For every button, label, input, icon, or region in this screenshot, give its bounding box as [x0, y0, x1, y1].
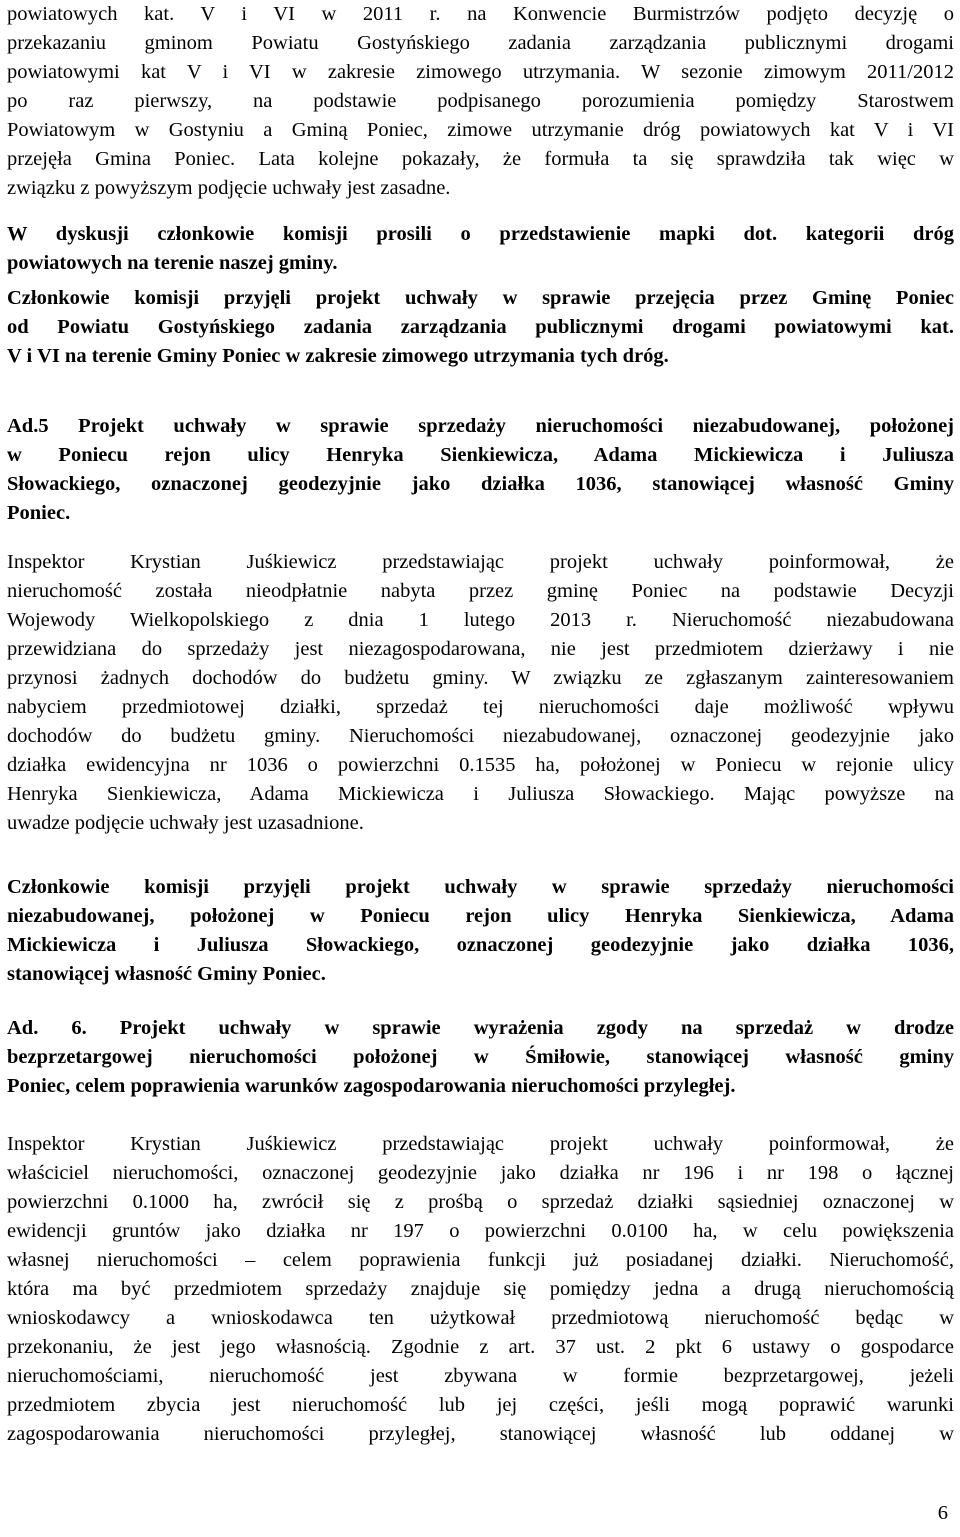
- paragraph-inspector-2: [7, 1130, 954, 1449]
- paragraph-inspector-1: [7, 548, 954, 838]
- text-line: która ma być przedmiotem sprzedaży znajduje się pomiędzy jedna a drugą nieruchomością: [7, 1278, 954, 1300]
- text-line: nabyciem przedmiotowej działki, sprzedaż tej nieruchomości daje możliwość wpływu: [7, 696, 954, 718]
- agenda-item-6-heading: [7, 1014, 954, 1101]
- paragraph-resolution-2: [7, 873, 954, 989]
- text-line: Inspektor Krystian Juśkiewicz przedstawiając projekt uchwały poinformował, że: [7, 1133, 954, 1155]
- text-line: powiatowych kat. V i VI w 2011 r. na Konwencie Burmistrzów podjęto decyzję o: [7, 3, 954, 25]
- paragraph-resolution-1: [7, 284, 954, 371]
- text-line: powiatowych na terenie naszej gminy.: [7, 252, 338, 274]
- paragraph-discussion: [7, 220, 954, 278]
- text-line: Słowackiego, oznaczonej geodezyjnie jako działka 1036, stanowiącej własność Gminy: [7, 473, 954, 495]
- text-line: dochodów do budżetu gminy. Nieruchomości niezabudowanej, oznaczonej geodezyjnie jako: [7, 725, 954, 747]
- text-line: przekazaniu gminom Powiatu Gostyńskiego zadania zarządzania publicznymi drogami: [7, 32, 954, 54]
- text-line: Poniec, celem poprawienia warunków zagospodarowania nieruchomości przyległej.: [7, 1075, 736, 1097]
- text-line: stanowiącej własność Gminy Poniec.: [7, 963, 326, 985]
- text-line: związku z powyższym podjęcie uchwały jest zasadne.: [7, 177, 451, 199]
- text-line: Powiatowym w Gostyniu a Gminą Poniec, zimowe utrzymanie dróg powiatowych kat V i VI: [7, 119, 954, 141]
- text-line: działka ewidencyjna nr 1036 o powierzchni 0.1535 ha, położonej w Poniecu w rejonie ulicy: [7, 754, 954, 776]
- text-line: Ad.5 Projekt uchwały w sprawie sprzedaży nieruchomości niezabudowanej, położonej: [7, 415, 954, 437]
- text-line: po raz pierwszy, na podstawie podpisanego porozumienia pomiędzy Starostwem: [7, 90, 954, 112]
- text-line: własnej nieruchomości – celem poprawienia funkcji już posiadanej działki. Nieruchomość,: [7, 1249, 954, 1271]
- text-line: V i VI na terenie Gminy Poniec w zakresie zimowego utrzymania tych dróg.: [7, 345, 669, 367]
- text-line: powiatowymi kat V i VI w zakresie zimowego utrzymania. W sezonie zimowym 2011/2012: [7, 61, 954, 83]
- text-line: Poniec.: [7, 502, 71, 524]
- text-line: nieruchomościami, nieruchomość jest zbywana w formie bezprzetargowej, jeżeli: [7, 1365, 954, 1387]
- text-line: w Poniecu rejon ulicy Henryka Sienkiewicza, Adama Mickiewicza i Juliusza: [7, 444, 954, 466]
- text-line: Inspektor Krystian Juśkiewicz przedstawiając projekt uchwały poinformował, że: [7, 551, 954, 573]
- text-line: Ad. 6. Projekt uchwały w sprawie wyrażenia zgody na sprzedaż w drodze: [7, 1017, 954, 1039]
- text-line: przekonaniu, że jest jego własnością. Zgodnie z art. 37 ust. 2 pkt 6 ustawy o gospodarce: [7, 1336, 954, 1358]
- text-line: Wojewody Wielkopolskiego z dnia 1 lutego 2013 r. Nieruchomość niezabudowana: [7, 609, 954, 631]
- paragraph-1: [7, 0, 954, 203]
- text-line: Henryka Sienkiewicza, Adama Mickiewicza i Juliusza Słowackiego. Mając powyższe na: [7, 783, 954, 805]
- text-line: przedmiotem zbycia jest nieruchomość lub jej części, jeśli mogą poprawić warunki: [7, 1394, 954, 1416]
- text-line: niezabudowanej, położonej w Poniecu rejon ulicy Henryka Sienkiewicza, Adama: [7, 905, 954, 927]
- text-line: uwadze podjęcie uchwały jest uzasadnione.: [7, 812, 364, 834]
- text-line: nieruchomość została nieodpłatnie nabyta przez gminę Poniec na podstawie Decyzji: [7, 580, 954, 602]
- text-line: W dyskusji członkowie komisji prosili o przedstawienie mapki dot. kategorii dróg: [7, 223, 954, 245]
- agenda-item-5-heading: [7, 412, 954, 528]
- text-line: bezprzetargowej nieruchomości położonej w Śmiłowie, stanowiącej własność gminy: [7, 1046, 954, 1068]
- text-line: przynosi żadnych dochodów do budżetu gminy. W związku ze zgłaszanym zainteresowaniem: [7, 667, 954, 689]
- text-line: zagospodarowania nieruchomości przyległej, stanowiącej własność lub oddanej w: [7, 1423, 954, 1445]
- text-line: Członkowie komisji przyjęli projekt uchwały w sprawie sprzedaży nieruchomości: [7, 876, 954, 898]
- text-line: powierzchni 0.1000 ha, zwrócił się z prośbą o sprzedaż działki sąsiedniej oznaczonej w: [7, 1191, 954, 1213]
- text-line: przejęła Gmina Poniec. Lata kolejne pokazały, że formuła ta się sprawdziła tak więc w: [7, 148, 954, 170]
- text-line: Członkowie komisji przyjęli projekt uchwały w sprawie przejęcia przez Gminę Poniec: [7, 287, 954, 309]
- text-line: wnioskodawcy a wnioskodawca ten użytkował przedmiotową nieruchomość będąc w: [7, 1307, 954, 1329]
- text-line: Mickiewicza i Juliusza Słowackiego, oznaczonej geodezyjnie jako działka 1036,: [7, 934, 954, 956]
- text-line: od Powiatu Gostyńskiego zadania zarządzania publicznymi drogami powiatowymi kat.: [7, 316, 954, 338]
- text-line: ewidencji gruntów jako działka nr 197 o powierzchni 0.0100 ha, w celu powiększenia: [7, 1220, 954, 1242]
- text-line: przewidziana do sprzedaży jest niezagospodarowana, nie jest przedmiotem dzierżawy i nie: [7, 638, 954, 660]
- page-number: 6: [937, 1502, 948, 1524]
- text-line: właściciel nieruchomości, oznaczonej geodezyjnie jako działka nr 196 i nr 198 o łącznej: [7, 1162, 954, 1184]
